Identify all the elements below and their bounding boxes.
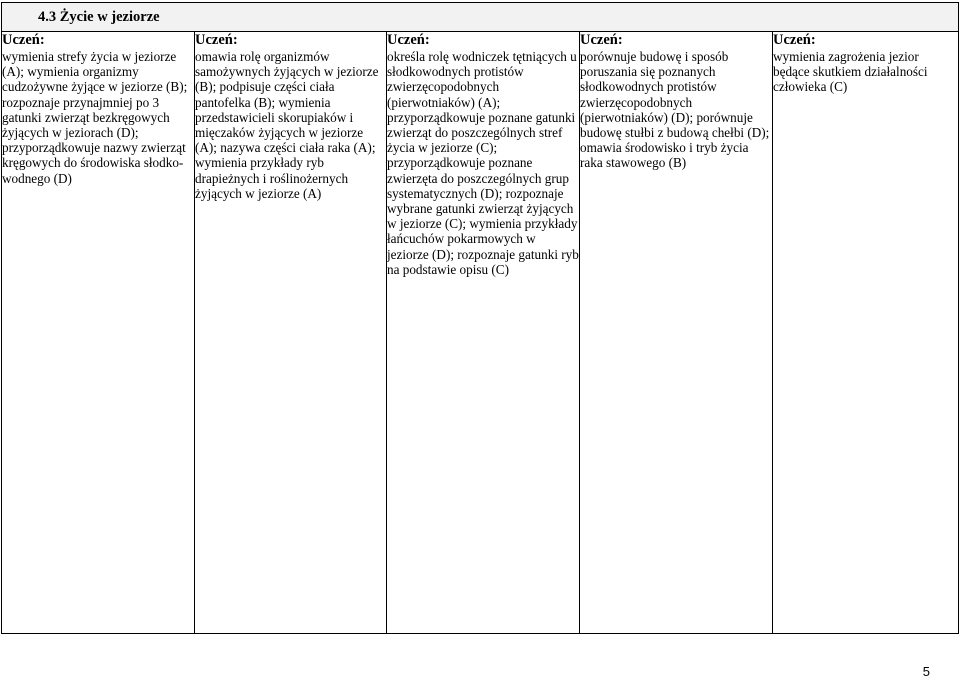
section-header-row: [2, 3, 959, 32]
cell-heading: Uczeń:: [580, 32, 623, 48]
requirements-cell-2: [195, 32, 387, 634]
requirements-cell-5: [773, 32, 959, 634]
page-number: 5: [922, 664, 930, 679]
requirements-row: [2, 32, 959, 634]
requirements-cell-4: [580, 32, 773, 634]
cell-text: wymienia strefy życia w jeziorze (A); wymienia organizmy cudzożywne żyjące w jeziorze (B); rozpoznaje przynajmniej po 3 gatunki zwierząt bezkręgowych żyjących w jeziorach (D); przyporządkowuje nazwy zwierząt kręgowych do środowiska słodko-wodnego (D): [2, 49, 188, 186]
section-title: 4.3 Życie w jeziorze: [38, 9, 160, 25]
curriculum-table: [1, 2, 959, 634]
requirements-cell-3: [387, 32, 580, 634]
cell-text: określa rolę wodniczek tętniących u słodkowodnych protistów zwierzęcopodobnych (pierwotniaków) (A); przyporządkowuje poznane gatunki zwierząt do poszczególnych stref życia w jeziorze (C); przyporządkowuje poznane zwierzęta do poszczególnych grup systematycznych (D); rozpoznaje wybrane gatunki zwierząt żyjących w jeziorze (C); wymienia przykłady łańcuchów pokarmowych w jeziorze (D); rozpoznaje gatunki ryb na podstawie opisu (C): [387, 49, 579, 277]
section-header-cell: [2, 3, 959, 32]
cell-heading: Uczeń:: [387, 32, 430, 48]
cell-text: wymienia zagrożenia jezior będące skutkiem działalności człowieka (C): [773, 49, 928, 95]
cell-heading: Uczeń:: [773, 32, 816, 48]
cell-text: omawia rolę organizmów samożywnych żyjących w jeziorze (B); podpisuje części ciała pantofelka (B); wymienia przedstawicieli skorupiaków i mięczaków żyjących w jeziorze (A); nazywa części ciała raka (A); wymienia przykłady ryb drapieżnych i roślinożernych żyjących w jeziorze (A): [195, 49, 379, 201]
cell-text: porównuje budowę i sposób poruszania się poznanych słodkowodnych protistów zwierzęcopodobnych (pierwotniaków) (D); porównuje budowę stułbi z budową chełbi (D); omawia środowisko i tryb życia raka stawowego (B): [580, 49, 770, 171]
cell-heading: Uczeń:: [195, 32, 238, 48]
cell-heading: Uczeń:: [2, 32, 45, 48]
requirements-cell-1: [2, 32, 195, 634]
